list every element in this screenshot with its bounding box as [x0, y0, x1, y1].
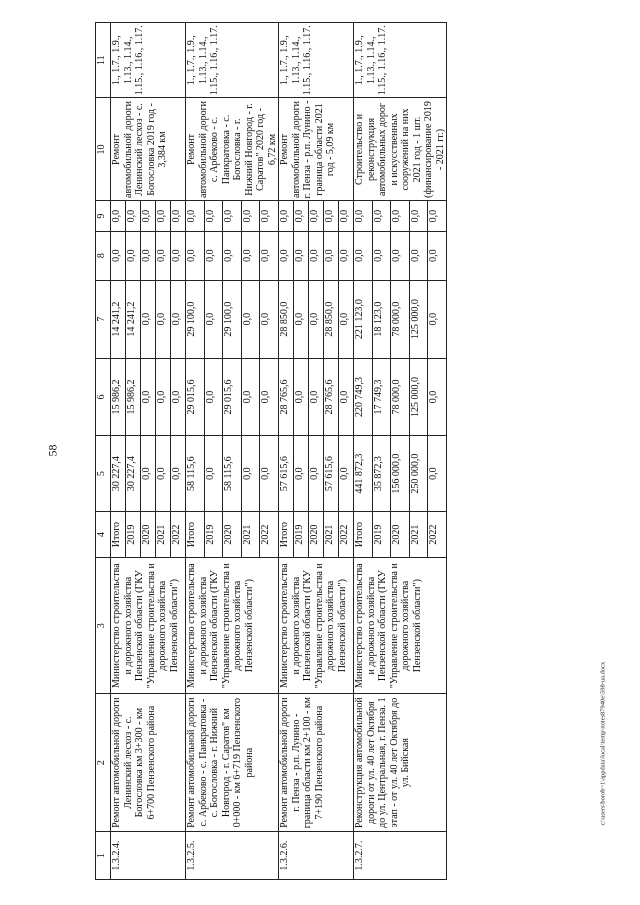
total-cost: 250 000,0 [409, 436, 428, 511]
column-header: 8 [96, 231, 111, 280]
federal-budget: 0,0 [309, 358, 324, 436]
total-cost: 0,0 [204, 436, 223, 511]
local-budget: 0,0 [354, 231, 373, 280]
federal-budget: 0,0 [204, 358, 223, 436]
local-budget: 0,0 [141, 231, 156, 280]
local-budget: 0,0 [279, 231, 294, 280]
federal-budget: 220 749,3 [354, 358, 373, 436]
executor-name: Министерство строительства и дорожного хозяйства Пензенской области (ГКУ "Управление строительства и дорожного хозяйства Пензенской области") [279, 558, 354, 694]
extra-budget: 0,0 [339, 201, 354, 231]
activity-number: 1.3.2.5. [186, 832, 279, 880]
page-number: 58 [45, 444, 60, 457]
year-label: Итого [354, 511, 373, 557]
activity-result: Ремонт автомобильной дороги г. Пенза - р.п. Лунино - граница области 2021 год - 5,09 км [279, 98, 354, 201]
extra-budget: 0,0 [241, 201, 260, 231]
column-header: 6 [96, 358, 111, 436]
extra-budget: 0,0 [260, 201, 279, 231]
table-landscape-wrapper [95, 22, 595, 880]
extra-budget: 0,0 [186, 201, 205, 231]
year-label: 2019 [204, 511, 223, 557]
column-number-row [96, 23, 111, 880]
regional-budget: 0,0 [141, 280, 156, 358]
column-header: 5 [96, 436, 111, 511]
regional-budget: 28 850,0 [324, 280, 339, 358]
federal-budget: 15 986,2 [126, 358, 141, 436]
year-label: 2022 [171, 511, 186, 557]
year-label: 2020 [223, 511, 242, 557]
year-label: 2021 [241, 511, 260, 557]
regional-budget: 0,0 [309, 280, 324, 358]
year-label: 2020 [141, 511, 156, 557]
regional-budget: 0,0 [156, 280, 171, 358]
activity-name: Ремонт автомобильной дороги Ленинский лесхоз - с. Богословка км 3+300 - км 6+700 Пензенского района [111, 694, 186, 832]
total-cost: 57 615,6 [324, 436, 339, 511]
local-budget: 0,0 [204, 231, 223, 280]
federal-budget: 78 000,0 [391, 358, 410, 436]
column-header: 3 [96, 558, 111, 694]
executor-name: Министерство строительства и дорожного хозяйства Пензенской области (ГКУ "Управление строительства и дорожного хозяйства Пензенской области") [111, 558, 186, 694]
total-cost: 0,0 [260, 436, 279, 511]
federal-budget: 0,0 [171, 358, 186, 436]
activity-name: Ремонт автомобильной дороги г. Пенза - р.п. Лунино - граница области км 2+100 - км 7+190 Пензенского района [279, 694, 354, 832]
footer-file-path: c:\users\borob~1\appdata\local\temp\notes87940e\598-ua.docx [599, 661, 607, 826]
activity-number: 1.3.2.7. [354, 832, 447, 880]
regional-budget: 29 100,0 [186, 280, 205, 358]
extra-budget: 0,0 [204, 201, 223, 231]
indicator-numbers: 1., 1.7., 1.9., 1.13., 1.14., 1.15., 1.16., 1.17. [186, 23, 279, 98]
federal-budget: 28 765,6 [279, 358, 294, 436]
federal-budget: 0,0 [260, 358, 279, 436]
regional-budget: 18 123,0 [372, 280, 391, 358]
total-cost: 0,0 [339, 436, 354, 511]
regional-budget: 0,0 [204, 280, 223, 358]
regional-budget: 28 850,0 [279, 280, 294, 358]
executor-name: Министерство строительства и дорожного хозяйства Пензенской области (ГКУ "Управление строительства и дорожного хозяйства Пензенской области") [354, 558, 447, 694]
total-cost: 57 615,6 [279, 436, 294, 511]
program-activities-table [95, 22, 447, 880]
regional-budget: 0,0 [294, 280, 309, 358]
extra-budget: 0,0 [279, 201, 294, 231]
local-budget: 0,0 [171, 231, 186, 280]
extra-budget: 0,0 [171, 201, 186, 231]
column-header: 11 [96, 23, 111, 98]
local-budget: 0,0 [391, 231, 410, 280]
activity-number: 1.3.2.6. [279, 832, 354, 880]
extra-budget: 0,0 [372, 201, 391, 231]
year-label: 2021 [324, 511, 339, 557]
federal-budget: 29 015,6 [186, 358, 205, 436]
local-budget: 0,0 [223, 231, 242, 280]
year-label: Итого [279, 511, 294, 557]
local-budget: 0,0 [241, 231, 260, 280]
local-budget: 0,0 [428, 231, 447, 280]
total-cost: 0,0 [309, 436, 324, 511]
total-cost: 441 872,3 [354, 436, 373, 511]
indicator-numbers: 1., 1.7., 1.9., 1.13., 1.14., 1.15., 1.16., 1.17. [354, 23, 447, 98]
total-cost: 156 000,0 [391, 436, 410, 511]
rotated-table-frame [95, 22, 595, 880]
federal-budget: 17 749,3 [372, 358, 391, 436]
local-budget: 0,0 [372, 231, 391, 280]
year-label: 2019 [126, 511, 141, 557]
regional-budget: 0,0 [241, 280, 260, 358]
local-budget: 0,0 [409, 231, 428, 280]
total-cost: 30 227,4 [126, 436, 141, 511]
total-cost: 35 872,3 [372, 436, 391, 511]
federal-budget: 0,0 [141, 358, 156, 436]
extra-budget: 0,0 [294, 201, 309, 231]
total-cost: 0,0 [141, 436, 156, 511]
regional-budget: 29 100,0 [223, 280, 242, 358]
regional-budget: 78 000,0 [391, 280, 410, 358]
activity-result: Строительство и реконструкция автомобильных дорог и искусственных сооружений на них 2021 год - 1 шт. (финансирование 2019 - 2021 гг.) [354, 98, 447, 201]
total-cost: 58 115,6 [223, 436, 242, 511]
regional-budget: 0,0 [428, 280, 447, 358]
federal-budget: 0,0 [294, 358, 309, 436]
federal-budget: 0,0 [156, 358, 171, 436]
table-row [111, 23, 126, 880]
activity-result: Ремонт автомобильной дороги Ленинский лесхоз - с. Богословка 2019 год - 3,384 км [111, 98, 186, 201]
year-label: 2019 [372, 511, 391, 557]
table-body [111, 23, 447, 880]
column-header: 1 [96, 832, 111, 880]
activity-number: 1.3.2.4. [111, 832, 186, 880]
total-cost: 0,0 [171, 436, 186, 511]
total-cost: 58 115,6 [186, 436, 205, 511]
extra-budget: 0,0 [354, 201, 373, 231]
local-budget: 0,0 [324, 231, 339, 280]
regional-budget: 0,0 [339, 280, 354, 358]
federal-budget: 125 000,0 [409, 358, 428, 436]
local-budget: 0,0 [339, 231, 354, 280]
extra-budget: 0,0 [126, 201, 141, 231]
regional-budget: 221 123,0 [354, 280, 373, 358]
year-label: 2020 [309, 511, 324, 557]
regional-budget: 0,0 [171, 280, 186, 358]
extra-budget: 0,0 [223, 201, 242, 231]
federal-budget: 28 765,6 [324, 358, 339, 436]
total-cost: 0,0 [241, 436, 260, 511]
local-budget: 0,0 [111, 231, 126, 280]
federal-budget: 0,0 [339, 358, 354, 436]
column-header: 7 [96, 280, 111, 358]
extra-budget: 0,0 [141, 201, 156, 231]
column-header: 4 [96, 511, 111, 557]
extra-budget: 0,0 [409, 201, 428, 231]
activity-result: Ремонт автомобильной дороги с. Арбеково - с. Панкратовка - с. Богословка - г. Нижний Новгород - г. Саратов" 2020 год - 6,72 км [186, 98, 279, 201]
federal-budget: 15 986,2 [111, 358, 126, 436]
regional-budget: 14 241,2 [111, 280, 126, 358]
indicator-numbers: 1., 1.7., 1.9., 1.13., 1.14., 1.15., 1.16., 1.17. [279, 23, 354, 98]
year-label: 2021 [409, 511, 428, 557]
column-header: 9 [96, 201, 111, 231]
regional-budget: 0,0 [260, 280, 279, 358]
year-label: 2022 [260, 511, 279, 557]
table-row [186, 23, 205, 880]
extra-budget: 0,0 [324, 201, 339, 231]
column-header: 10 [96, 98, 111, 201]
column-header: 2 [96, 694, 111, 832]
total-cost: 0,0 [156, 436, 171, 511]
local-budget: 0,0 [126, 231, 141, 280]
table-row [279, 23, 294, 880]
year-label: 2019 [294, 511, 309, 557]
extra-budget: 0,0 [111, 201, 126, 231]
extra-budget: 0,0 [391, 201, 410, 231]
year-label: 2022 [428, 511, 447, 557]
extra-budget: 0,0 [309, 201, 324, 231]
federal-budget: 0,0 [428, 358, 447, 436]
local-budget: 0,0 [309, 231, 324, 280]
activity-name: Реконструкция автомобильной дороги от ул. 40 лет Октября до ул. Центральная, г. Пенза. 1 этап - от ул. 40 лет Октября до ул. Бийская [354, 694, 447, 832]
local-budget: 0,0 [156, 231, 171, 280]
federal-budget: 0,0 [241, 358, 260, 436]
local-budget: 0,0 [260, 231, 279, 280]
total-cost: 0,0 [294, 436, 309, 511]
activity-name: Ремонт автомобильной дороги с. Арбеково - с. Панкратовка - с. Богословка - г. Нижний Новгород - г. Саратов" км 0+000 - км 6+719 Пензенского района [186, 694, 279, 832]
extra-budget: 0,0 [156, 201, 171, 231]
year-label: 2020 [391, 511, 410, 557]
year-label: Итого [186, 511, 205, 557]
regional-budget: 125 000,0 [409, 280, 428, 358]
extra-budget: 0,0 [428, 201, 447, 231]
year-label: 2021 [156, 511, 171, 557]
federal-budget: 29 015,6 [223, 358, 242, 436]
executor-name: Министерство строительства и дорожного хозяйства Пензенской области (ГКУ "Управление строительства и дорожного хозяйства Пензенской области") [186, 558, 279, 694]
local-budget: 0,0 [186, 231, 205, 280]
table-row [354, 23, 373, 880]
year-label: Итого [111, 511, 126, 557]
local-budget: 0,0 [294, 231, 309, 280]
indicator-numbers: 1., 1.7., 1.9., 1.13., 1.14., 1.15., 1.16., 1.17. [111, 23, 186, 98]
regional-budget: 14 241,2 [126, 280, 141, 358]
total-cost: 30 227,4 [111, 436, 126, 511]
total-cost: 0,0 [428, 436, 447, 511]
year-label: 2022 [339, 511, 354, 557]
